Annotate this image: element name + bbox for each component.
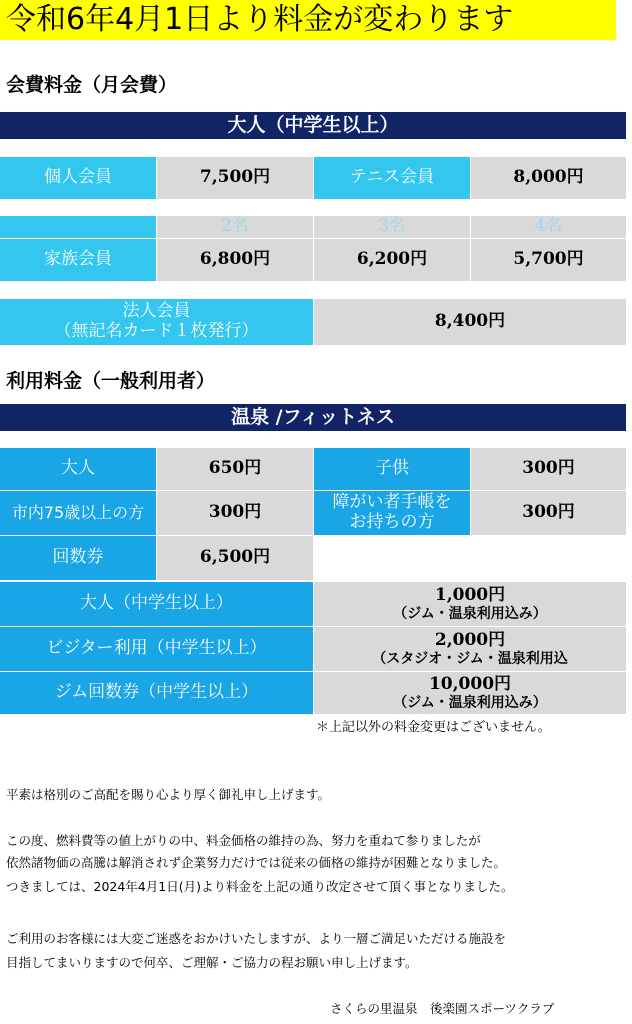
corporate-member-label-line2: （無記名カード１枚発行） — [54, 321, 259, 341]
corporate-member-label — [0, 299, 313, 345]
letter-paragraph-2-line-1: この度、燃料費等の値上がりの中、料金価格の維持の為、努力を重ねて参りましたが — [6, 833, 481, 848]
usage-row-note: （ジム・温泉利用込み） — [393, 605, 547, 622]
family-count-2: 2名 — [157, 216, 313, 238]
senior-label: 市内75歳以上の方 — [0, 491, 156, 535]
usage-row-label-gym-coupon: ジム回数券（中学生以上） — [0, 672, 313, 714]
disability-label-line1: 障がい者手帳を — [332, 492, 452, 513]
letter-paragraph-3-line-2: 目指してまいりますので何卒、ご理解・ご協力の程お願い申し上げます。 — [6, 955, 418, 970]
usage-row-label-adult: 大人（中学生以上） — [0, 582, 313, 626]
family-count-3: 3名 — [314, 216, 470, 238]
membership-category-band: 大人（中学生以上） — [0, 112, 626, 139]
footnote: ＊上記以外の料金変更はございません。 — [316, 720, 551, 735]
individual-member-label: 個人会員 — [0, 157, 156, 199]
usage-row-note: （スタジオ・ジム・温泉利用込 — [372, 650, 568, 667]
adult-price: 650円 — [157, 448, 313, 490]
letter-paragraph-2-line-3: つきましては、2024年4月1日(月)より料金を上記の通り改定させて頂く事となりました。 — [6, 879, 514, 894]
family-price-2: 6,800円 — [157, 239, 313, 281]
signature: さくらの里温泉 後楽園スポーツクラブ — [330, 1001, 555, 1016]
usage-row-price-visitor — [314, 627, 626, 671]
usage-row-price-adult — [314, 582, 626, 626]
tennis-member-price: 8,000円 — [471, 157, 626, 199]
letter-paragraph-2-line-2: 依然諸物価の高騰は解消されず企業努力だけでは従来の価格の維持が困難となりました。 — [6, 855, 507, 870]
usage-row-price: 1,000円 — [434, 585, 506, 606]
usage-row-price-gym-coupon — [314, 672, 626, 714]
disability-label — [314, 491, 470, 535]
usage-row-price: 2,000円 — [434, 630, 506, 651]
child-label: 子供 — [314, 448, 470, 490]
usage-category-band: 温泉 /フィットネス — [0, 404, 626, 431]
individual-member-price: 7,500円 — [157, 157, 313, 199]
usage-row-label-visitor: ビジター利用（中学生以上） — [0, 627, 313, 671]
letter-paragraph-3-line-1: ご利用のお客様には大変ご迷惑をおかけいたしますが、より一層ご満足いただける施設を — [6, 931, 507, 946]
senior-price: 300円 — [157, 491, 313, 535]
letter-paragraph-1: 平素は格別のご高配を賜り心より厚く御礼申し上げます。 — [6, 787, 331, 802]
corporate-member-price: 8,400円 — [314, 299, 626, 345]
usage-row-price: 10,000円 — [428, 674, 512, 695]
family-header-spacer — [0, 216, 156, 238]
child-price: 300円 — [471, 448, 626, 490]
family-price-3: 6,200円 — [314, 239, 470, 281]
corporate-member-label-line1: 法人会員 — [122, 301, 191, 322]
disability-label-line2: お持ちの方 — [349, 512, 435, 532]
usage-row-note: （ジム・温泉利用込み） — [393, 694, 547, 711]
coupon-price: 6,500円 — [157, 536, 313, 580]
disability-price: 300円 — [471, 491, 626, 535]
family-member-label: 家族会員 — [0, 239, 156, 281]
family-count-4: 4名 — [471, 216, 626, 238]
family-price-4: 5,700円 — [471, 239, 626, 281]
usage-section-title: 利用料金（一般利用者） — [6, 370, 216, 392]
coupon-label: 回数券 — [0, 536, 156, 580]
membership-section-title: 会費料金（月会費） — [6, 74, 178, 96]
page-title: 令和6年4月1日より料金が変わります — [0, 0, 616, 40]
tennis-member-label: テニス会員 — [314, 157, 470, 199]
adult-label: 大人 — [0, 448, 156, 490]
